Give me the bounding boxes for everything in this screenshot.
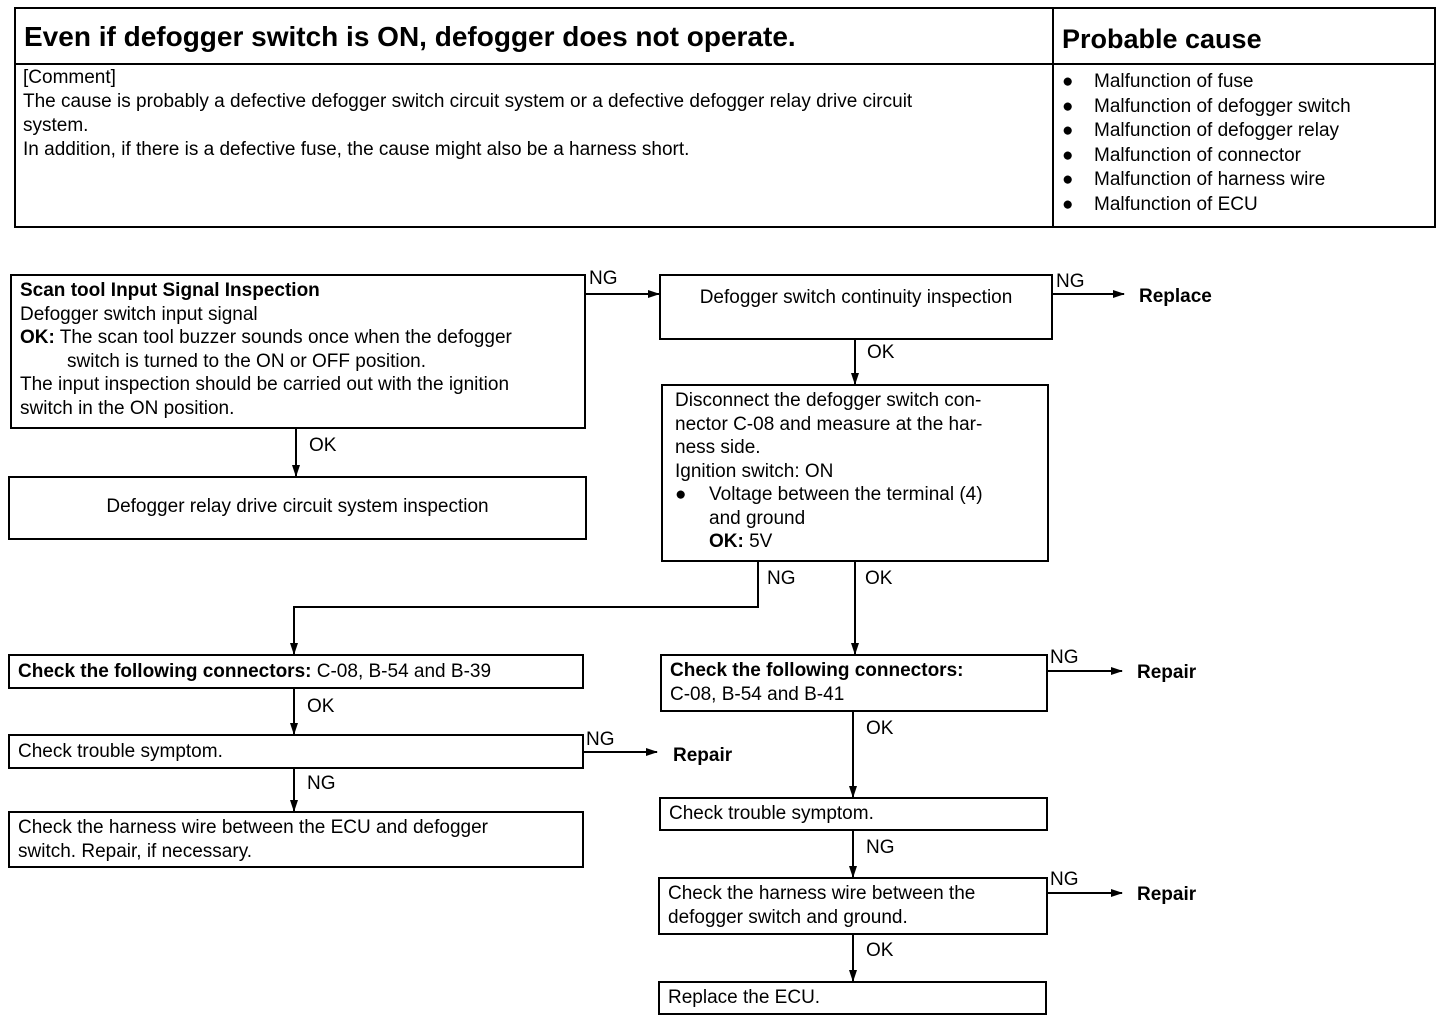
ok-label: OK	[866, 718, 894, 739]
ok-label: OK	[867, 342, 895, 363]
cause-item: ● Malfunction of ECU	[1062, 193, 1351, 218]
voltage-condition-cont: and ground	[709, 507, 806, 529]
cause-item: ● Malfunction of defogger relay	[1062, 119, 1351, 144]
ng-label: NG	[1050, 647, 1079, 668]
relay-drive-inspection-text: Defogger relay drive circuit system inspection	[106, 496, 489, 517]
left-trouble-symptom-text: Check trouble symptom.	[18, 741, 223, 762]
right-harness-check-box	[658, 877, 1048, 935]
bullet-icon: ●	[1062, 169, 1074, 190]
left-connector-list: C-08, B-54 and B-39	[311, 661, 492, 682]
left-connector-check-label: Check the following connectors:	[18, 661, 312, 682]
bullet-icon: ●	[1062, 120, 1074, 141]
disconnect-line: ness side.	[675, 437, 761, 458]
cause-item: ● Malfunction of connector	[1062, 144, 1351, 169]
left-connector-check-box	[8, 654, 584, 689]
right-harness-line: Check the harness wire between the	[668, 883, 976, 904]
symptom-title: Even if defogger switch is ON, defogger does not operate.	[24, 21, 796, 52]
cause-item: ● Malfunction of defogger switch	[1062, 95, 1351, 120]
ng-label: NG	[1056, 271, 1085, 292]
left-trouble-symptom-box	[8, 734, 584, 769]
cause-item: ● Malfunction of fuse	[1062, 70, 1351, 95]
bullet-icon: ●	[1062, 144, 1074, 166]
ok-label: OK	[309, 435, 337, 456]
ng-label: NG	[589, 268, 618, 289]
repair-result: Repair	[1137, 662, 1197, 683]
switch-continuity-box	[659, 274, 1053, 340]
cause-item: ● Malfunction of harness wire	[1062, 168, 1351, 193]
ng-label: NG	[586, 729, 615, 750]
right-trouble-symptom-text: Check trouble symptom.	[669, 803, 874, 824]
right-trouble-symptom-box	[659, 797, 1048, 831]
left-harness-line: Check the harness wire between the ECU and defogger	[18, 817, 488, 838]
scan-tool-ok-cont: switch is turned to the ON or OFF position.	[67, 350, 427, 372]
relay-drive-inspection-box	[8, 476, 587, 540]
scan-tool-signal: Defogger switch input signal	[20, 303, 258, 325]
ok-label: OK	[307, 696, 335, 717]
right-connector-check-label: Check the following connectors:	[670, 660, 964, 681]
scan-tool-ok: OK: The scan tool buzzer sounds once when the defogger	[20, 327, 512, 348]
replace-result: Replace	[1139, 286, 1212, 307]
right-connector-check-box	[660, 654, 1048, 712]
voltage-condition: ● Voltage between the terminal (4)	[675, 484, 983, 505]
ok-label: OK	[865, 568, 893, 589]
arrow-disconnect-to-left-connectors	[294, 562, 758, 654]
replace-ecu-text: Replace the ECU.	[668, 987, 821, 1008]
ng-label: NG	[767, 568, 796, 589]
disconnect-line: Disconnect the defogger switch con-	[675, 390, 982, 411]
bullet-icon: ●	[1062, 95, 1074, 117]
disconnect-line: nector C-08 and measure at the har-	[675, 413, 983, 435]
scan-tool-title: Scan tool Input Signal Inspection	[20, 280, 320, 301]
ng-label: NG	[866, 837, 895, 858]
comment-heading: [Comment]	[23, 67, 116, 88]
bullet-icon: ●	[675, 484, 687, 505]
scan-tool-note: The input inspection should be carried out with the ignition	[20, 374, 510, 395]
ignition-switch-condition: Ignition switch: ON	[675, 460, 834, 482]
left-harness-line: switch. Repair, if necessary.	[18, 840, 253, 862]
left-harness-check-box	[8, 811, 584, 868]
comment-line: In addition, if there is a defective fuse, the cause might also be a harness short.	[23, 139, 690, 160]
right-harness-line: defogger switch and ground.	[668, 906, 908, 928]
voltage-ok-value: OK: 5V	[709, 531, 773, 552]
right-connector-list: C-08, B-54 and B-41	[670, 683, 845, 705]
comment-line: system.	[23, 115, 89, 136]
ok-label: OK	[866, 940, 894, 961]
scan-tool-inspection-box	[10, 274, 586, 429]
disconnect-connector-box	[661, 384, 1049, 562]
ng-label: NG	[307, 773, 336, 794]
switch-continuity-text: Defogger switch continuity inspection	[699, 287, 1013, 308]
bullet-icon: ●	[1062, 193, 1074, 215]
scan-tool-note-cont: switch in the ON position.	[20, 397, 235, 419]
bullet-icon: ●	[1062, 71, 1074, 92]
replace-ecu-box	[658, 981, 1047, 1015]
probable-cause-title: Probable cause	[1062, 24, 1262, 54]
ng-label: NG	[1050, 869, 1079, 890]
repair-result: Repair	[673, 745, 733, 766]
comment-line: The cause is probably a defective defogger switch circuit system or a defective defogger relay drive circuit	[23, 91, 913, 112]
repair-result: Repair	[1137, 884, 1197, 905]
